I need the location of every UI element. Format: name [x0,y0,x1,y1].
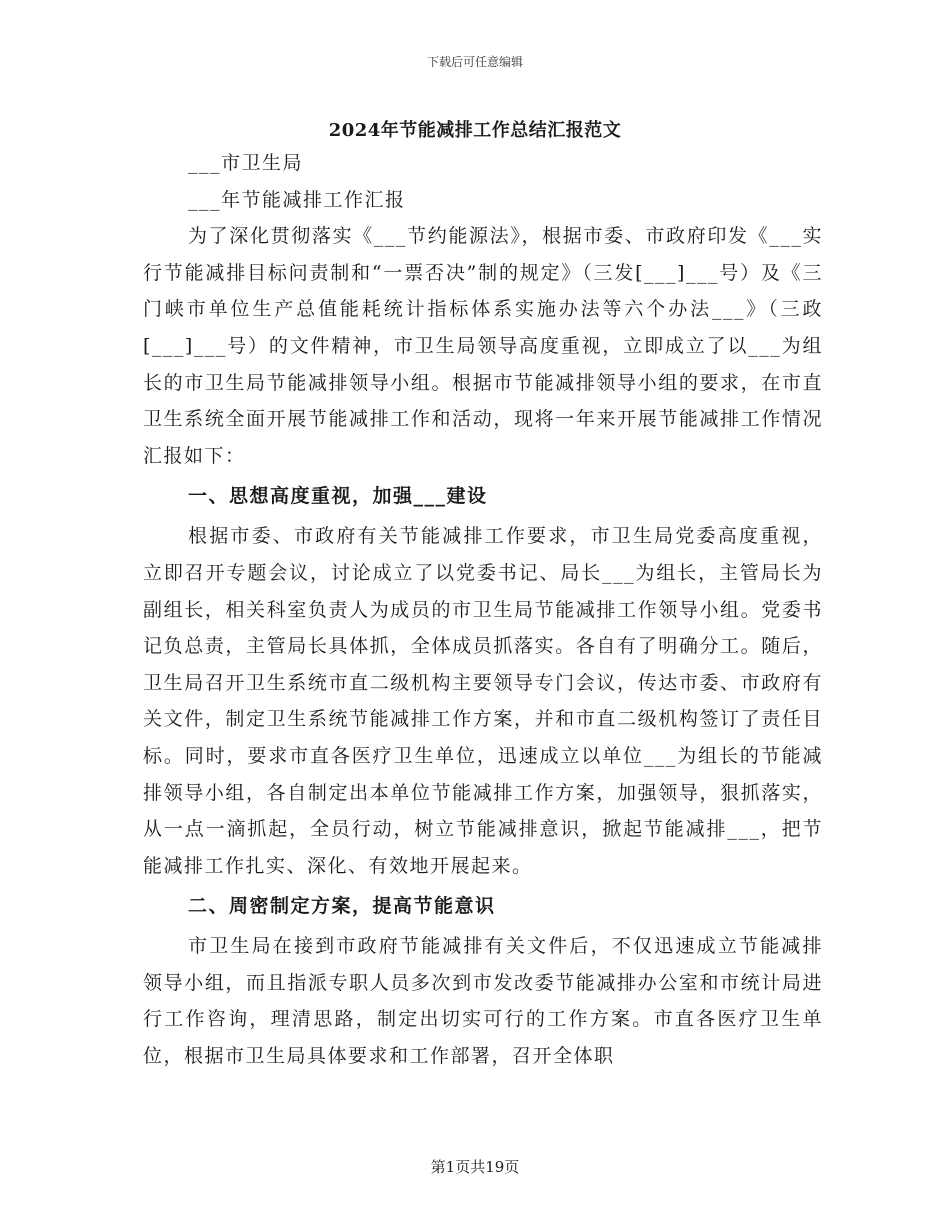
section-heading-1: 一、思想高度重视，加强___建设 [188,485,488,508]
section-heading-2: 二、周密制定方案，提高节能意识 [188,895,496,918]
subject-line: ___年节能减排工作汇报 [188,188,406,211]
section-1-paragraph: 根据市委、市政府有关节能减排工作要求，市卫生局党委高度重视，立即召开专题会议，讨论成立了以党委书记、局长___为组长，主管局长为副组长，相关科室负责人为成员的市卫生局节能减排工作领导小组。党委书记负总责，主管局长具体抓，全体成员抓落实。各自有了明确分工。随后，卫生局召开卫生系统市直二级机构主要领导专门会议，传达市委、市政府有关文件，制定卫生系统节能减排工作方案，并和市直二级机构签订了责任目标。同时，要求市直各医疗卫生单位，迅速成立以单位___为组长的节能减排领导小组，各自制定出本单位节能减排工作方案，加强领导，狠抓落实，从一点一滴抓起，全员行动，树立节能减排意识，掀起节能减排___，把节能减排工作扎实、深化、有效地开展起来。 [143,525,823,877]
header-note: 下载后可任意编辑 [426,55,523,69]
document-title: 2024年节能减排工作总结汇报范文 [328,120,622,141]
intro-paragraph: 为了深化贯彻落实《___节约能源法》，根据市委、市政府印发《___实行节能减排目标问责制和“一票否决”制的规定》（三发[___]___号）及《三门峡市单位生产总值能耗统计指标体系实施办法等六个办法___》（三政[___]___号）的文件精神，市卫生局领导高度重视，立即成立了以___为组长的市卫生局节能减排领导小组。根据市节能减排领导小组的要求，在市直卫生系统全面开展节能减排工作和活动，现将一年来开展节能减排工作情况汇报如下： [143,225,823,467]
section-2-paragraph: 市卫生局在接到市政府节能减排有关文件后，不仅迅速成立节能减排领导小组，而且指派专职人员多次到市发改委节能减排办公室和市统计局进行工作咨询，理清思路，制定出切实可行的工作方案。市直各医疗卫生单位，根据市卫生局具体要求和工作部署，召开全体职 [143,935,823,1068]
sender-line: ___市卫生局 [188,152,304,174]
document-body [143,145,823,1075]
page-number: 第1页共19页 [430,1158,520,1176]
